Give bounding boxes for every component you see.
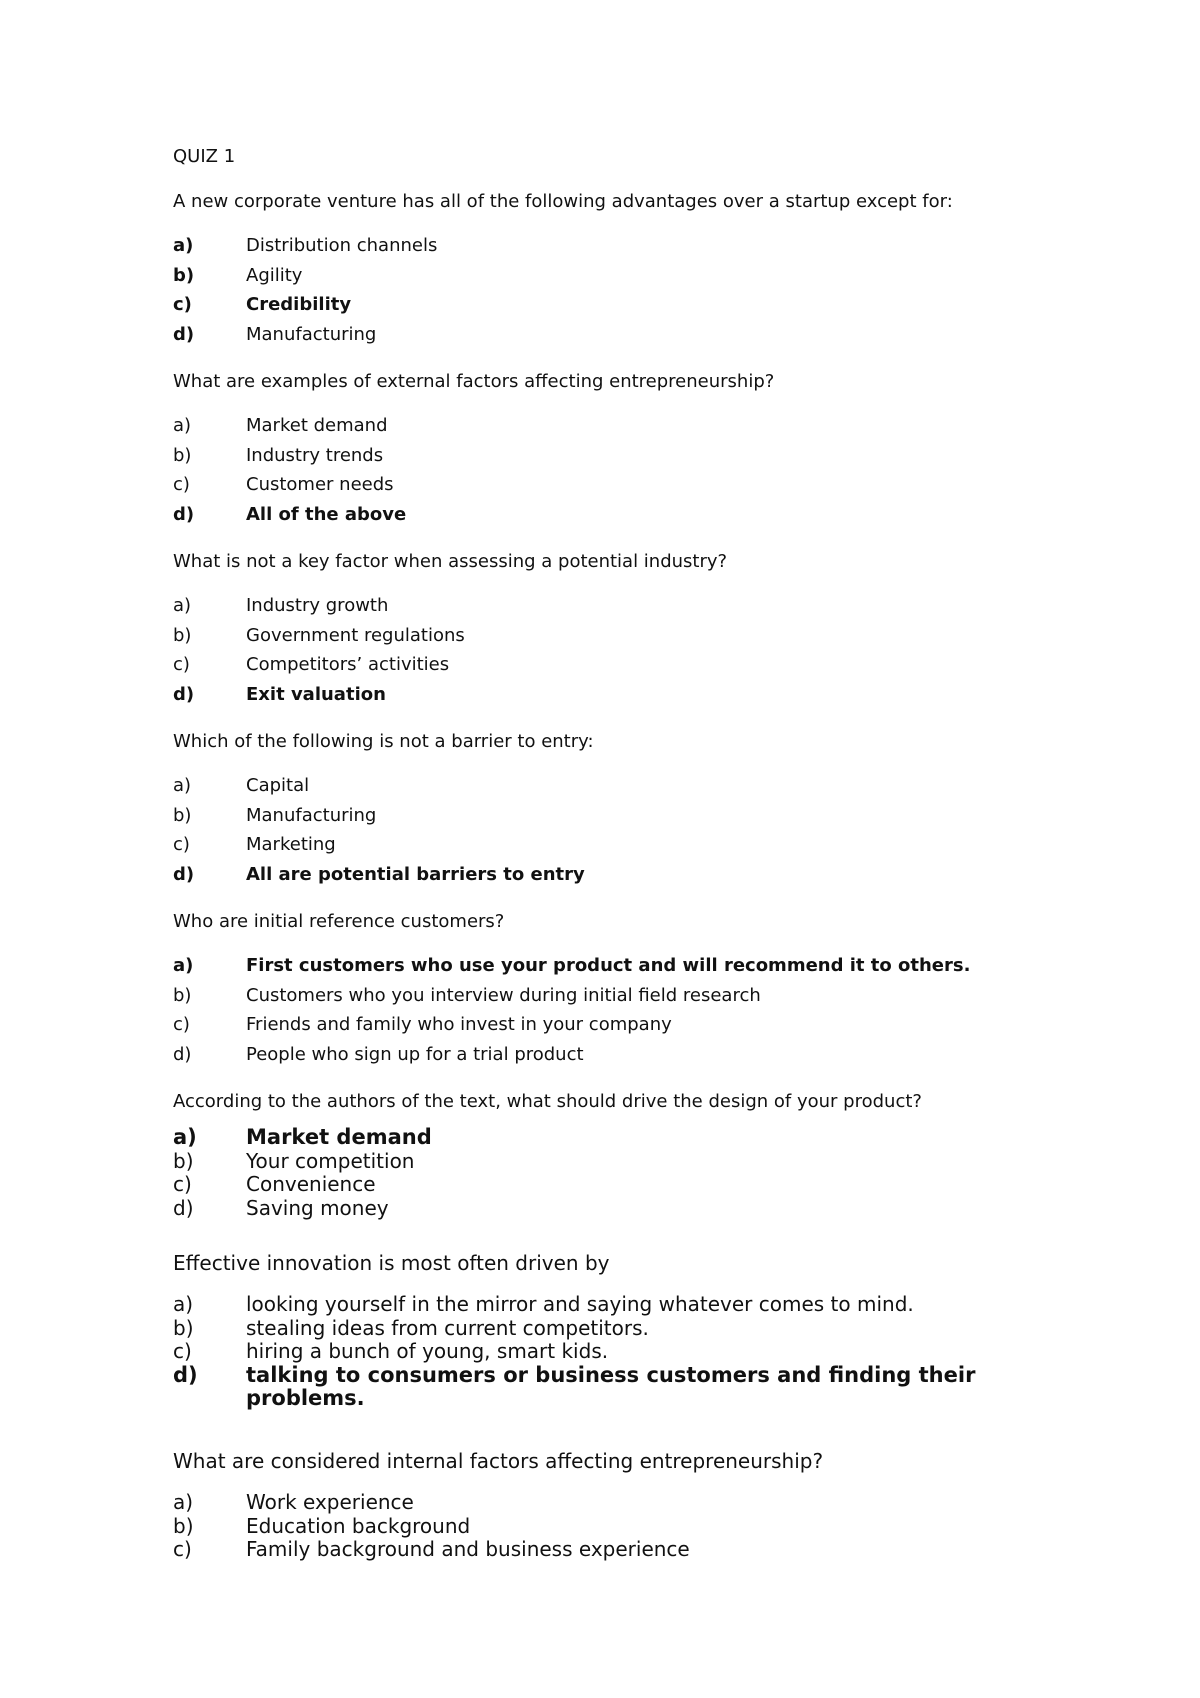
question-block xyxy=(173,190,953,349)
option-letter: d) xyxy=(173,683,195,705)
option-item xyxy=(173,860,594,890)
option-item xyxy=(173,1126,1026,1150)
option-text: Saving money xyxy=(246,1195,389,1220)
option-letter: d) xyxy=(173,503,195,525)
option-item xyxy=(173,1173,1026,1197)
option-item xyxy=(173,290,953,320)
option-item xyxy=(173,591,727,621)
option-item xyxy=(173,1010,970,1040)
option-text: Capital xyxy=(246,775,310,796)
question-text: Effective innovation is most often driven by xyxy=(173,1251,610,1275)
option-item xyxy=(173,981,970,1011)
option-text: Market demand xyxy=(246,415,388,436)
question-block xyxy=(173,1448,1026,1562)
option-item xyxy=(173,1538,1026,1562)
option-text: All of the above xyxy=(246,503,407,525)
option-letter: a) xyxy=(173,775,192,796)
options-list xyxy=(173,411,774,529)
option-item xyxy=(173,1197,1026,1221)
option-text: Manufacturing xyxy=(246,804,377,826)
option-item xyxy=(173,320,953,350)
option-item xyxy=(173,1340,1026,1364)
options-list xyxy=(173,1293,1026,1411)
option-letter: a) xyxy=(173,1125,197,1149)
option-letter: b) xyxy=(173,1513,194,1538)
option-text: Manufacturing xyxy=(246,323,377,345)
option-letter: b) xyxy=(173,444,192,466)
option-item xyxy=(173,650,727,680)
question-block xyxy=(173,730,594,889)
question-text: What are examples of external factors affecting entrepreneurship? xyxy=(173,371,775,392)
option-text: Market demand xyxy=(246,1125,432,1149)
option-text: People who sign up for a trial product xyxy=(246,1043,584,1065)
option-item xyxy=(173,1040,970,1070)
option-item xyxy=(173,771,594,801)
option-text: Work experience xyxy=(246,1490,414,1514)
option-text: looking yourself in the mirror and saying whatever comes to mind. xyxy=(246,1292,914,1316)
option-text: Customer needs xyxy=(246,474,394,495)
option-letter: a) xyxy=(173,955,194,976)
option-item xyxy=(173,801,594,831)
options-list xyxy=(173,1126,1026,1220)
option-item xyxy=(173,500,774,530)
option-letter: c) xyxy=(173,1014,190,1035)
option-text: Credibility xyxy=(246,294,352,315)
option-text: Industry trends xyxy=(246,444,384,466)
option-text: Competitors’ activities xyxy=(246,654,450,675)
option-text: Friends and family who invest in your company xyxy=(246,1014,672,1035)
option-text: Convenience xyxy=(246,1172,376,1196)
option-item xyxy=(173,231,953,261)
option-letter: d) xyxy=(173,863,195,885)
options-list xyxy=(173,771,594,889)
option-letter: a) xyxy=(173,235,194,256)
option-item xyxy=(173,1491,1026,1515)
option-text: Family background and business experience xyxy=(246,1537,690,1561)
option-text: Marketing xyxy=(246,834,336,855)
options-list xyxy=(173,951,970,1069)
option-item xyxy=(173,411,774,441)
option-text: hiring a bunch of young, smart kids. xyxy=(246,1339,609,1363)
option-item xyxy=(173,1317,1026,1341)
option-letter: c) xyxy=(173,474,190,495)
question-text: A new corporate venture has all of the following advantages over a startup except for: xyxy=(173,191,953,212)
option-letter: a) xyxy=(173,595,192,616)
option-letter: c) xyxy=(173,1339,192,1363)
option-letter: c) xyxy=(173,654,190,675)
option-letter: c) xyxy=(173,1537,192,1561)
option-text: Agility xyxy=(246,264,303,286)
document-title: QUIZ 1 xyxy=(173,146,236,167)
option-letter: a) xyxy=(173,1292,194,1316)
option-text: First customers who use your product and will recommend it to others. xyxy=(246,955,971,976)
option-letter: d) xyxy=(173,1043,192,1065)
option-letter: d) xyxy=(173,1362,198,1387)
option-letter: d) xyxy=(173,323,195,345)
option-text: Exit valuation xyxy=(246,683,386,705)
options-list xyxy=(173,1491,1026,1562)
option-item xyxy=(173,1364,1026,1411)
option-text: Industry growth xyxy=(246,595,389,616)
option-item xyxy=(173,1293,1026,1317)
options-list xyxy=(173,591,727,709)
option-text: Customers who you interview during initial field research xyxy=(246,984,761,1006)
question-text: What are considered internal factors affecting entrepreneurship? xyxy=(173,1449,824,1473)
option-letter: b) xyxy=(173,624,192,646)
option-letter: b) xyxy=(173,984,192,1006)
option-text: Education background xyxy=(246,1513,471,1538)
option-letter: a) xyxy=(173,1490,194,1514)
option-letter: b) xyxy=(173,1315,194,1340)
option-item xyxy=(173,830,594,860)
option-letter: b) xyxy=(173,264,195,286)
options-list xyxy=(173,231,953,349)
option-item xyxy=(173,680,727,710)
option-text: Distribution channels xyxy=(246,235,438,256)
option-item xyxy=(173,951,970,981)
question-text: According to the authors of the text, what should drive the design of your product? xyxy=(173,1091,922,1112)
option-item xyxy=(173,261,953,291)
option-letter: b) xyxy=(173,804,192,826)
option-text: talking to consumers or business customers and finding their problems. xyxy=(246,1362,976,1410)
option-text: All are potential barriers to entry xyxy=(246,863,585,885)
option-letter: c) xyxy=(173,834,190,855)
option-text: stealing ideas from current competitors. xyxy=(246,1315,649,1340)
question-block xyxy=(173,370,774,529)
option-item xyxy=(173,470,774,500)
option-letter: c) xyxy=(173,1172,192,1196)
question-block xyxy=(173,550,727,709)
question-text: What is not a key factor when assessing a potential industry? xyxy=(173,551,728,572)
question-text: Who are initial reference customers? xyxy=(173,911,505,932)
option-item xyxy=(173,1150,1026,1174)
option-text: Government regulations xyxy=(246,624,465,646)
option-letter: d) xyxy=(173,1195,194,1220)
option-letter: a) xyxy=(173,415,192,436)
option-letter: b) xyxy=(173,1148,194,1173)
option-item xyxy=(173,441,774,471)
question-text: Which of the following is not a barrier to entry: xyxy=(173,731,594,752)
option-item xyxy=(173,1515,1026,1539)
option-letter: c) xyxy=(173,294,192,315)
option-text: Your competition xyxy=(246,1148,415,1173)
question-block xyxy=(173,1090,1026,1220)
question-block xyxy=(173,910,970,1069)
question-block xyxy=(173,1250,1026,1411)
option-item xyxy=(173,621,727,651)
